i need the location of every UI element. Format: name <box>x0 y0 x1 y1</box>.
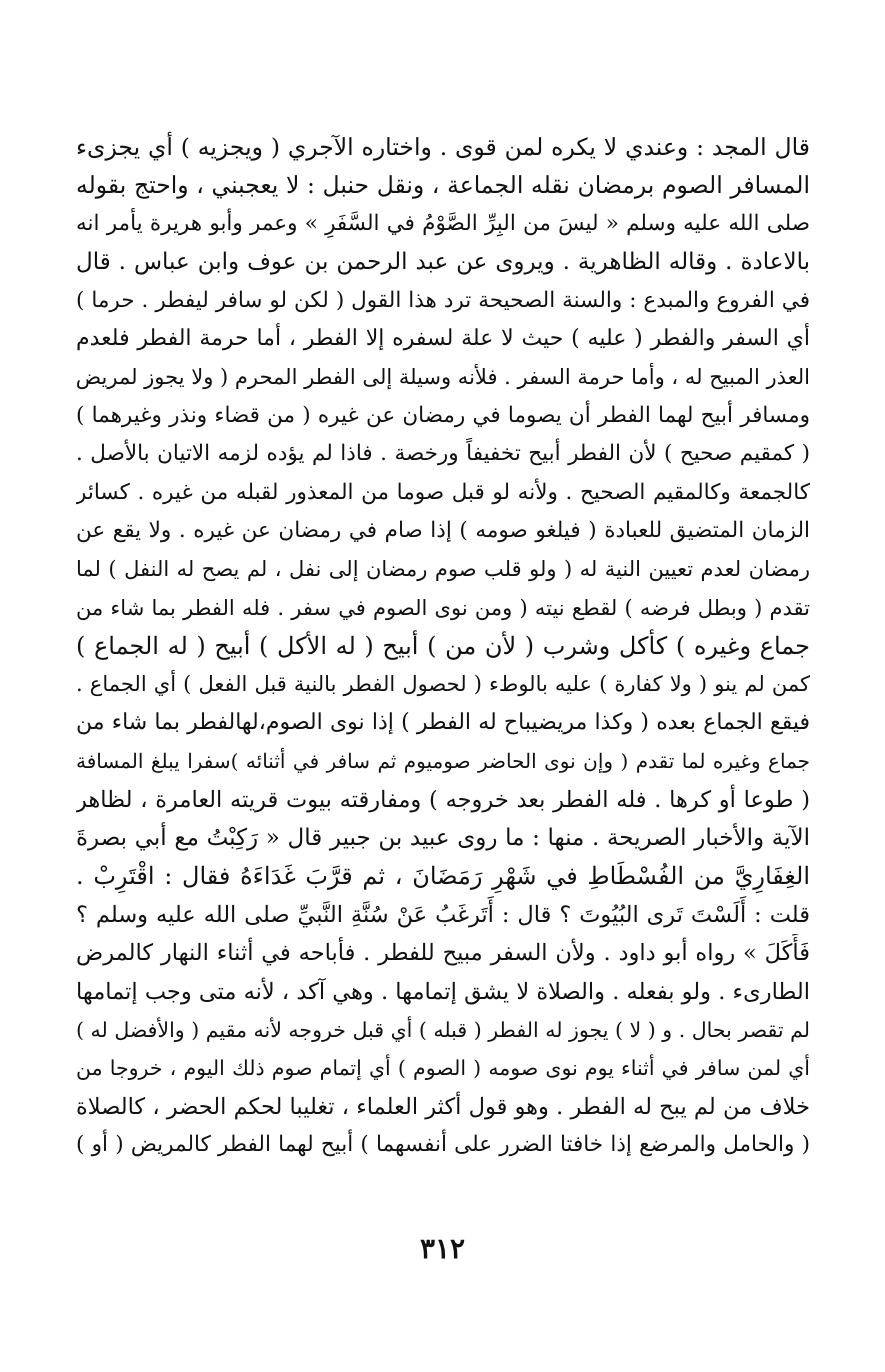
text-line: صلى الله عليه وسلم « ليسَ من البِرِّ الصَّوْمُ في السَّفَرِ » وعمر وأبو هريرة يأمر انه <box>76 210 810 236</box>
text-line: كمن لم ينو ( ولا كفارة ) عليه بالوطء ( لحصول الفطر بالنية قبل الفعل ) أي الجماع . <box>76 672 810 697</box>
text-line: في الفروع والمبدع : والسنة الصحيحة ترد هذا القول ( لكن لو سافر ليفطر . حرما ) <box>76 287 810 313</box>
text-line: فَأَكَلَ » رواه أبو داود . ولأن السفر مبيح للفطر . فأباحه في أثناء النهار كالمرض <box>76 940 810 967</box>
text-line: تقدم ( وبطل فرضه ) لقطع نيته ( ومن نوى الصوم في سفر . فله الفطر بما شاء من <box>76 595 810 620</box>
text-line: قال المجد : وعندي لا يكره لمن قوى . واختاره الآجري ( ويجزيه ) أي يجزىء <box>76 133 810 161</box>
text-line: فيقع الجماع بعده ( وكذا مريضيباح له الفطر ) إذا نوى الصوم،لهالفطر بما شاء من <box>76 709 810 735</box>
text-line: المسافر الصوم برمضان نقله الجماعة ، ونقل حنبل : لا يعجبني ، واحتج بقوله <box>76 171 810 200</box>
text-line: رمضان لعدم تعيين النية له ( ولو قلب صوم رمضان إلى نفل ، لم يصح له النفل ) لما <box>76 557 810 582</box>
text-line: الطارىء . ولو بفعله . والصلاة لا يشق إتمامها . وهي آكد ، لأنه متى وجب إتمامها <box>76 978 810 1005</box>
text-line: الآية والأخبار الصريحة . منها : ما روى عبيد بن جبير قال « رَكِبْتُ مع أبي بصرةَ <box>76 825 810 852</box>
text-line: أي السفر والفطر ( عليه ) حيث لا علة لسفره إلا الفطر ، أما حرمة الفطر فلعدم <box>76 325 810 351</box>
text-line: كالجمعة وكالمقيم الصحيح . ولأنه لو قبل صوما من المعذور لقبله من غيره . كسائر <box>76 479 810 505</box>
text-line: ومسافر أبيح لهما الفطر أن يصوما في رمضان عن غيره ( من قضاء ونذر وغيرهما ) <box>76 402 810 428</box>
text-line: ( والحامل والمرضع إذا خافتا الضرر على أنفسهما ) أبيح لهما الفطر كالمريض ( أو ) <box>76 1132 810 1158</box>
text-line: لم تقصر بحال . و ( لا ) يجوز له الفطر ( قبله ) أي قبل خروجه لأنه مقيم ( والأفضل له ) <box>76 1017 810 1042</box>
text-line: قلت : أَلَسْتَ تَرى البُيُوتَ ؟ قال : أَتَرغَبُ عَنْ سُنَّةِ النَّبيِّ صلى الله عليه وسلم ؟ <box>76 901 810 928</box>
text-line: ( كمقيم صحيح ) لأن الفطر أبيح تخفيفاً ورخصة . فاذا لم يؤده لزمه الاتيان بالأصل . <box>76 441 810 467</box>
text-line: الغِفَارِيَّ من الفُسْطَاطِ في شَهْرِ رَمَضَانَ ، ثم قرَّبَ غَدَاءَهُ فقال : اقْتَرِبْ . <box>76 862 810 891</box>
page-number: ٣١٢ <box>419 1232 466 1265</box>
text-line: الزمان المتضيق للعبادة ( فيلغو صومه ) إذا صام في رمضان عن غيره . ولا يقع عن <box>76 517 810 543</box>
text-line: ( طوعا أو كرها . فله الفطر بعد خروجه ) ومفارقته بيوت قريته العامرة ، لظاهر <box>76 786 810 813</box>
page-body-text <box>76 128 810 1165</box>
text-line: جماع وغيره ) كأكل وشرب ( لأن من ) أبيح ( له الأكل ) أبيح ( له الجماع ) <box>76 632 810 661</box>
text-line: بالاعادة . وقاله الظاهرية . ويروى عن عبد الرحمن بن عوف وابن عباس . قال <box>76 249 810 276</box>
text-line: أي لمن سافر في أثناء يوم نوى صومه ( الصوم ) أي إتمام صوم ذلك اليوم ، خروجا من <box>76 1056 810 1081</box>
text-line: العذر المبيح له ، وأما حرمة السفر . فلأنه وسيلة إلى الفطر المحرم ( ولا يجوز لمريض <box>76 365 810 390</box>
text-line: جماع وغيره لما تقدم ( وإن نوى الحاضر صوميوم ثم سافر في أثنائه )سفرا يبلغ المسافة <box>76 749 810 774</box>
text-line: خلاف من لم يبح له الفطر . وهو قول أكثر العلماء ، تغليبا لحكم الحضر ، كالصلاة <box>76 1093 810 1120</box>
